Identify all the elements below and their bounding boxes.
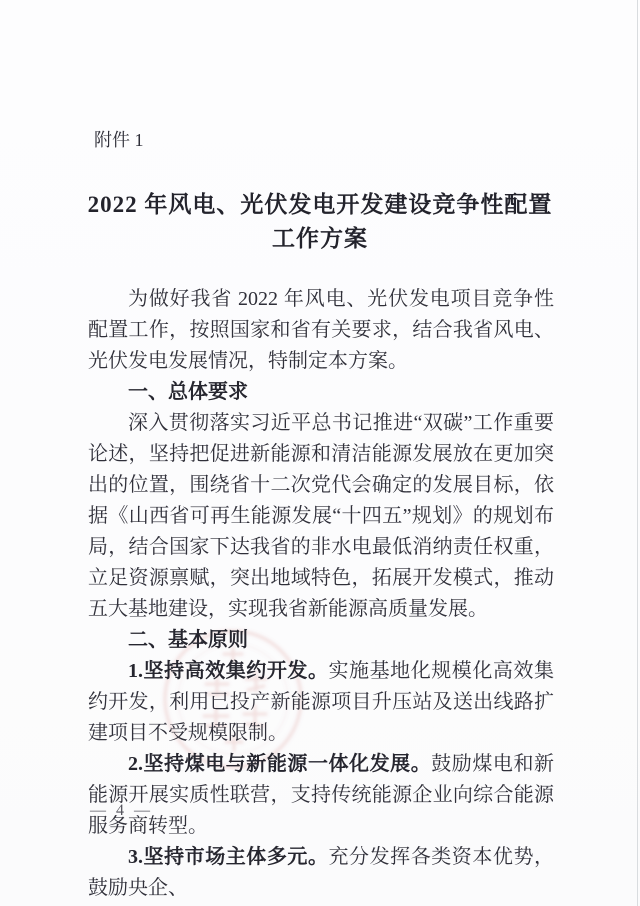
document-title-line1: 2022 年风电、光伏发电开发建设竞争性配置 [87,192,553,217]
overall-requirements-paragraph: 深入贯彻落实习近平总书记推进“双碳”工作重要论述，坚持把促进新能源和清洁能源发展放在更加突出的位置，围绕省十二次党代会确定的发展目标，依据《山西省可再生能源发展“十四五”规划》的规划布局，结合国家下达我省的非水电最低消纳责任权重，立足资源禀赋，突出地域特色，拓展开发模式，推动五大基地建设，实现我省新能源高质量发展。 [88,412,554,620]
document-title-line2: 工作方案 [272,226,368,251]
section-heading-overall-requirements: 一、总体要求 [128,381,248,403]
principle-item-2 [88,749,554,842]
document-title [0,188,640,256]
annex-label: 附件 1 [94,130,144,150]
principle-3-text: 充分发挥各类资本优势，鼓励央企、 [88,846,554,899]
principle-2-text: 鼓励煤电和新能源开展实质性联营，支持传统能源企业向综合能源服务商转型。 [88,753,555,837]
principle-item-1 [88,656,554,749]
principle-2-lead: 2.坚持煤电与新能源一体化发展。 [128,753,432,775]
principle-1-text: 实施基地化规模化高效集约开发，利用已投产新能源项目升压站及送出线路扩建项目不受规模限制。 [88,660,554,744]
principle-item-3 [88,842,554,904]
principle-1-lead: 1.坚持高效集约开发。 [128,660,329,682]
principle-3-lead: 3.坚持市场主体多元。 [128,846,329,868]
section-heading-basic-principles: 二、基本原则 [128,629,248,651]
document-body [88,284,554,904]
intro-paragraph: 为做好我省 2022 年风电、光伏发电项目竞争性配置工作，按照国家和省有关要求，结合我省风电、光伏发电发展情况，特制定本方案。 [88,288,554,372]
scan-edge-line [637,0,638,906]
page-number: — 4 — [90,802,153,819]
